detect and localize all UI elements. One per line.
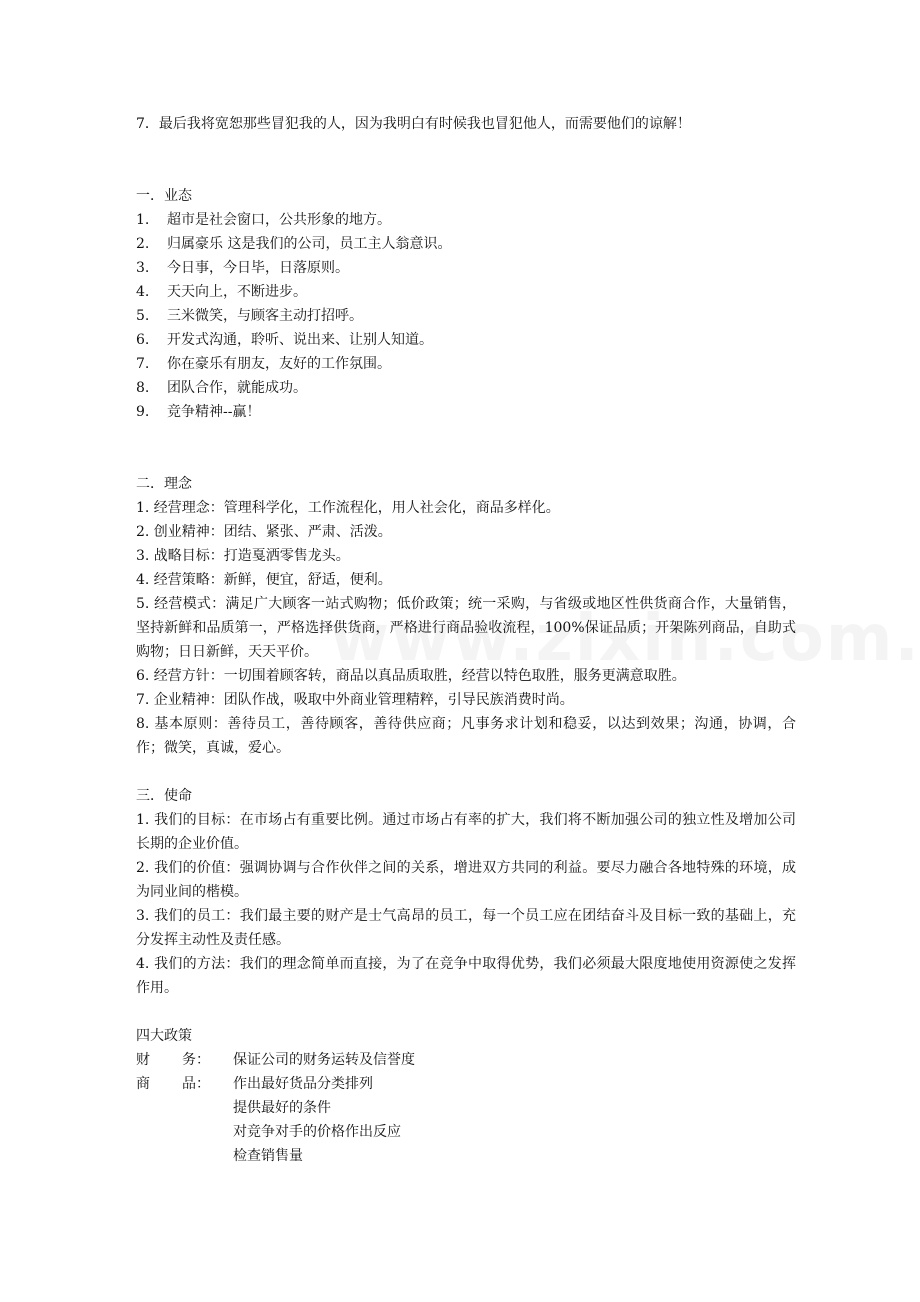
list-item: 6. 经营方针：一切围着顾客转，商品以真品质取胜，经营以特色取胜，服务更满意取胜。	[136, 668, 686, 684]
item-number: 2.	[136, 236, 150, 252]
item-text: 竞争精神--赢！	[167, 404, 261, 420]
section1-list	[136, 208, 796, 424]
intro-line: 7．最后我将宽恕那些冒犯我的人，因为我明白有时候我也冒犯他人，而需要他们的谅解！	[136, 116, 691, 132]
policy-value: 检查销售量	[233, 1148, 303, 1164]
item-number: 6.	[136, 332, 150, 348]
list-item	[136, 208, 796, 232]
item-number: 9.	[136, 404, 150, 420]
item-number: 7.	[136, 356, 150, 372]
policy-row-goods-cont	[136, 1120, 796, 1144]
policy-value: 保证公司的财务运转及信誉度	[233, 1052, 415, 1068]
item-text: 今日事，今日毕，日落原则。	[167, 260, 349, 276]
list-item	[136, 400, 796, 424]
policy-value: 对竞争对手的价格作出反应	[233, 1124, 401, 1140]
list-item: 4. 经营策略：新鲜，便宜，舒适，便利。	[136, 572, 392, 588]
list-item: 1. 我们的目标：在市场占有重要比例。通过市场占有率的扩大，我们将不断加强公司的独立性及增加公司长期的企业价值。	[136, 812, 796, 852]
policy-label-char: 务：	[182, 1052, 210, 1068]
list-item: 5. 经营模式：满足广大顾客一站式购物；低价政策；统一采购，与省级或地区性供货商合作，大量销售，坚持新鲜和品质第一，严格选择供货商，严格进行商品验收流程，100%保证品质；开架陈列商品，自助式购物；日日新鲜，天天平价。	[136, 596, 796, 660]
item-text: 你在豪乐有朋友，友好的工作氛围。	[167, 356, 391, 372]
document-body	[136, 112, 796, 1168]
list-item	[136, 376, 796, 400]
section2-list	[136, 496, 796, 760]
policy-label-char: 商	[136, 1076, 150, 1092]
list-item: 4. 我们的方法：我们的理念简单而直接，为了在竞争中取得优势，我们必须最大限度地使用资源使之发挥作用。	[136, 956, 796, 996]
item-number: 3.	[136, 260, 150, 276]
policy-row-goods-cont	[136, 1144, 796, 1168]
list-item: 8. 基本原则：善待员工，善待顾客，善待供应商；凡事务求计划和稳妥，以达到效果；沟通，协调，合作；微笑，真诚，爱心。	[136, 716, 796, 756]
item-number: 5.	[136, 308, 150, 324]
policy-label-char: 财	[136, 1052, 150, 1068]
list-item: 1. 经营理念：管理科学化，工作流程化，用人社会化，商品多样化。	[136, 500, 560, 516]
list-item	[136, 256, 796, 280]
list-item: 2. 我们的价值：强调协调与合作伙伴之间的关系，增进双方共同的利益。要尽力融合各地特殊的环境，成为同业间的楷模。	[136, 860, 796, 900]
policy-table	[136, 1048, 796, 1168]
list-item	[136, 328, 796, 352]
section4-heading: 四大政策	[136, 1028, 192, 1044]
policy-row-goods-cont	[136, 1096, 796, 1120]
list-item	[136, 280, 796, 304]
item-number: 1.	[136, 212, 150, 228]
item-number: 8.	[136, 380, 150, 396]
list-item	[136, 352, 796, 376]
section2-heading: 二．理念	[136, 476, 192, 492]
item-text: 天天向上，不断进步。	[167, 284, 307, 300]
item-text: 三米微笑，与顾客主动打招呼。	[167, 308, 363, 324]
list-item	[136, 232, 796, 256]
item-text: 归属豪乐 这是我们的公司，员工主人翁意识。	[167, 236, 452, 252]
spacer	[136, 760, 796, 784]
list-item: 3. 我们的员工：我们最主要的财产是士气高昂的员工，每一个员工应在团结奋斗及目标一致的基础上，充分发挥主动性及责任感。	[136, 908, 796, 948]
item-number: 4.	[136, 284, 150, 300]
section1-heading: 一．业态	[136, 188, 192, 204]
spacer	[136, 424, 796, 472]
policy-label	[136, 1048, 233, 1072]
item-text: 开发式沟通，聆听、说出来、让别人知道。	[167, 332, 433, 348]
item-text: 团队合作，就能成功。	[167, 380, 307, 396]
section3-heading: 三．使命	[136, 788, 192, 804]
item-text: 超市是社会窗口，公共形象的地方。	[167, 212, 391, 228]
list-item	[136, 304, 796, 328]
spacer	[136, 136, 796, 184]
policy-value: 提供最好的条件	[233, 1100, 331, 1116]
list-item: 7. 企业精神：团队作战，吸取中外商业管理精粹，引导民族消费时尚。	[136, 692, 574, 708]
policy-row-goods	[136, 1072, 796, 1096]
list-item: 3. 战略目标：打造戛洒零售龙头。	[136, 548, 350, 564]
policy-label	[136, 1072, 233, 1096]
policy-label-char: 品：	[182, 1076, 210, 1092]
spacer	[136, 1000, 796, 1024]
section3-list	[136, 808, 796, 1000]
policy-value: 作出最好货品分类排列	[233, 1076, 373, 1092]
policy-row-finance	[136, 1048, 796, 1072]
list-item: 2. 创业精神：团结、紧张、严肃、活泼。	[136, 524, 392, 540]
